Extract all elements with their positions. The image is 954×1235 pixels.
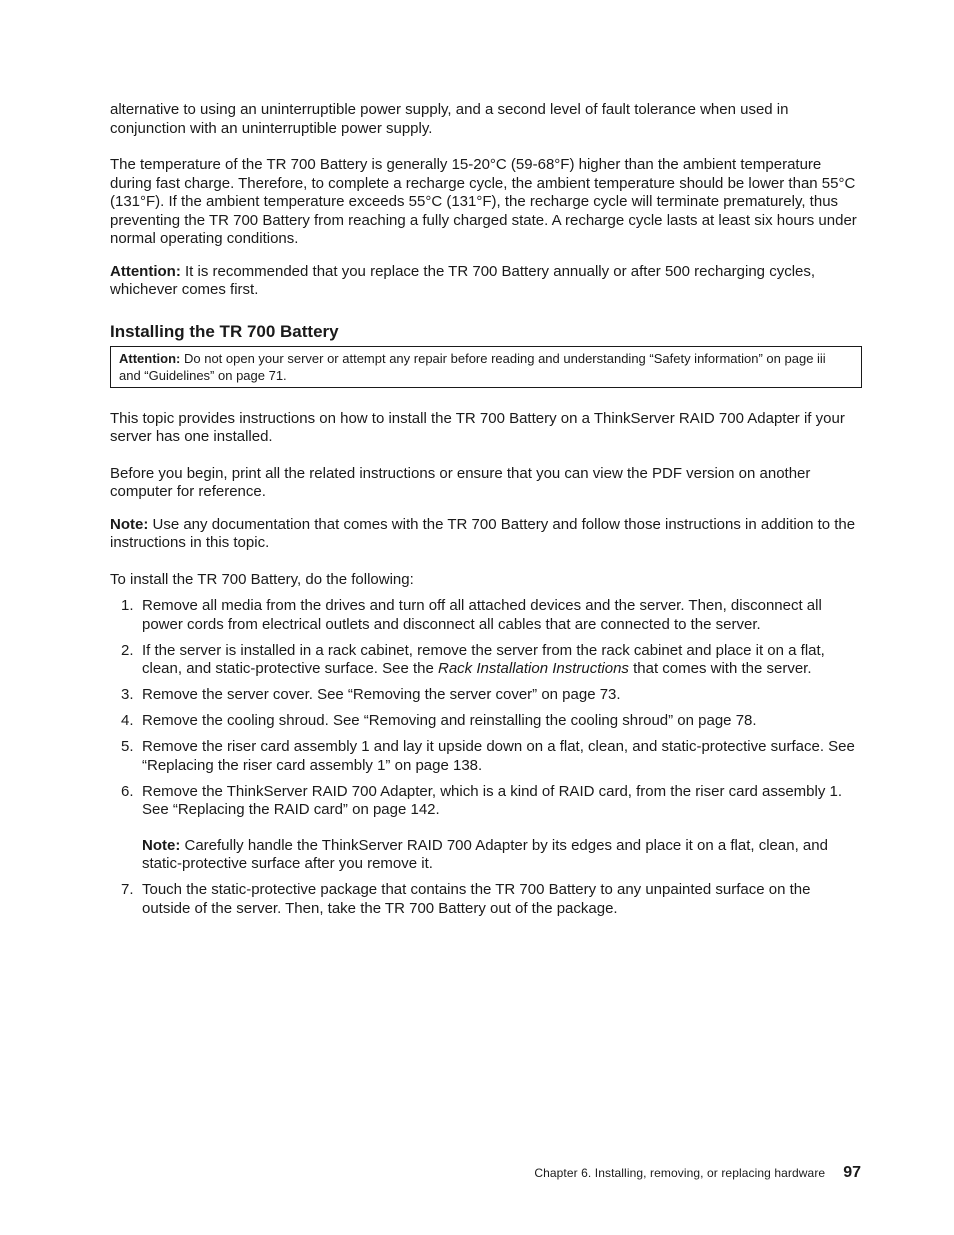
before-begin-paragraph: Before you begin, print all the related instructions or ensure that you can view the PDF version on another computer for reference. [110, 464, 811, 500]
step-text: If the server is installed in a rack cabinet, remove the server from the rack cabinet and place it on a flat, clean, and static-protective surface. See the [142, 641, 825, 677]
notice-text: Do not open your server or attempt any repair before reading and understanding “Safety information” on page iii and “Guidelines” on page 71. [119, 350, 826, 383]
page-body [110, 101, 862, 926]
intro-paragraph: alternative to using an uninterruptible power supply, and a second level of fault tolerance when used in conjunction with an uninterruptible power supply. [110, 101, 789, 137]
step-1 [110, 597, 862, 634]
step-note-label: Note: [142, 836, 181, 854]
notice-label: Attention: [119, 350, 181, 366]
step-number: 6. [121, 782, 134, 800]
step-number: 3. [121, 686, 134, 703]
step-text: Remove the cooling shroud. See “Removing and reinstalling the cooling shroud” on page 78. [142, 712, 757, 729]
step-text-end: that comes with the server. [628, 660, 812, 677]
step-6-note [142, 837, 862, 874]
step-6 [110, 783, 862, 874]
note-text: Use any documentation that comes with the TR 700 Battery and follow those instructions in addition to the instructions in this topic. [110, 515, 856, 551]
step-3 [110, 686, 862, 705]
note-label: Note: [110, 515, 149, 533]
step-note-text: Carefully handle the ThinkServer RAID 700 Adapter by its edges and place it on a flat, clean, and static-protective surface after you remove it. [142, 836, 828, 872]
step-number: 7. [121, 881, 134, 898]
step-text: Remove the server cover. See “Removing the server cover” on page 73. [142, 686, 621, 703]
temperature-paragraph: The temperature of the TR 700 Battery is generally 15-20°C (59-68°F) higher than the ambient temperature during fast charge. Therefore, to complete a recharge cycle, the ambient temperature should be lower than 55°C (131°F). If the ambient temperature exceeds 55°C (131°F), the recharge cycle will terminate prematurely, thus preventing the TR 700 Battery from reaching a fully charged state. A recharge cycle lasts at least six hours under normal operating conditions. [110, 156, 857, 247]
page-footer [534, 1164, 861, 1182]
step-text: Touch the static-protective package that contains the TR 700 Battery to any unpainted surface on the outside of the server. Then, take the TR 700 Battery out of the package. [142, 881, 811, 917]
topic-paragraph: This topic provides instructions on how to install the TR 700 Battery on a ThinkServer RAID 700 Adapter if your server has one installed. [110, 409, 845, 445]
step-text: Remove all media from the drives and turn off all attached devices and the server. Then, disconnect all power cords from electrical outlets and disconnect all cables that are connected to the server. [142, 597, 822, 633]
step-7 [110, 881, 862, 918]
step-text: Remove the ThinkServer RAID 700 Adapter, which is a kind of RAID card, from the riser card assembly 1. See “Replacing the RAID card” on page 142. [142, 782, 843, 818]
attention-text: It is recommended that you replace the TR 700 Battery annually or after 500 recharging cycles, whichever comes first. [110, 262, 816, 298]
attention-paragraph [110, 263, 862, 300]
step-number: 5. [121, 738, 134, 755]
steps-list [110, 597, 862, 918]
section-heading: Installing the TR 700 Battery [110, 321, 339, 341]
step-number: 1. [121, 597, 134, 614]
steps-intro: To install the TR 700 Battery, do the following: [110, 570, 414, 588]
step-number: 2. [121, 641, 134, 659]
step-number: 4. [121, 712, 134, 729]
step-text: Remove the riser card assembly 1 and lay it upside down on a flat, clean, and static-protective surface. See “Replacing the riser card assembly 1” on page 138. [142, 738, 855, 774]
page-number: 97 [843, 1164, 861, 1181]
rack-instructions-title: Rack Installation Instructions [438, 660, 629, 677]
attention-label: Attention: [110, 262, 181, 280]
step-2 [110, 642, 862, 679]
step-4 [110, 712, 862, 731]
note-paragraph [110, 516, 862, 553]
chapter-title: Chapter 6. Installing, removing, or replacing hardware [534, 1166, 826, 1180]
attention-notice-box [110, 346, 862, 388]
step-5 [110, 738, 862, 775]
